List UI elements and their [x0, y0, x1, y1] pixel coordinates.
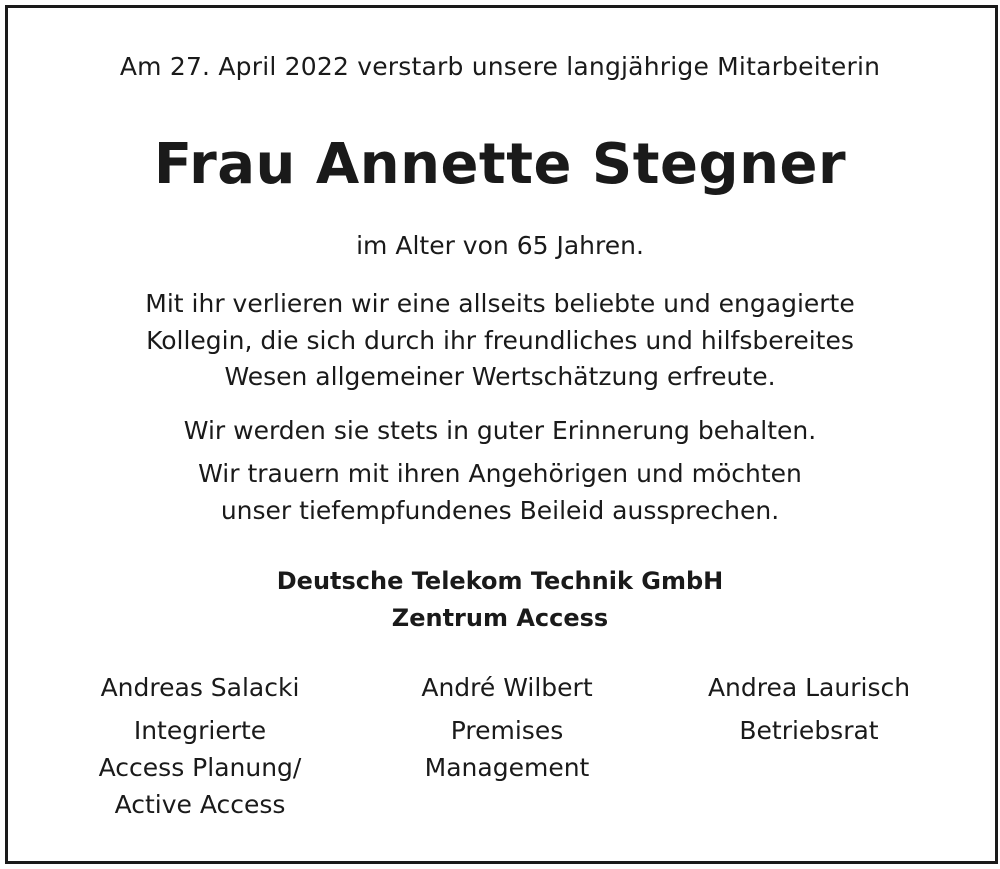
remembrance-paragraph: [0, 413, 1000, 450]
deceased-name: Frau Annette Stegner: [153, 132, 847, 197]
signatory-name: Andrea Laurisch: [707, 673, 911, 702]
condolence-line: Wir trauern mit ihren Angehörigen und möchten: [198, 459, 802, 488]
remembrance-line: Wir werden sie stets in guter Erinnerung behalten.: [183, 416, 817, 445]
signatory-name: Andreas Salacki: [100, 673, 300, 702]
signatory-role-line: Active Access: [114, 790, 286, 819]
company-unit: Zentrum Access: [391, 604, 609, 632]
company-name: Deutsche Telekom Technik GmbH: [276, 567, 724, 595]
tribute-line: Mit ihr verlieren wir eine allseits beliebte und engagierte: [145, 289, 855, 318]
company-block: [0, 563, 1000, 637]
condolence-paragraph: [0, 456, 1000, 529]
intro-text: Am 27. April 2022 verstarb unsere langjährige Mitarbeiterin: [119, 52, 881, 81]
signatory: [669, 669, 949, 749]
age-text: im Alter von 65 Jahren.: [356, 231, 644, 260]
signatory-role-line: Access Planung/: [98, 753, 302, 782]
signatory-role-line: Management: [424, 753, 590, 782]
tribute-line: Kollegin, die sich durch ihr freundliches und hilfsbereites: [146, 325, 854, 355]
signatory: [367, 669, 647, 786]
tribute-paragraph: [0, 286, 1000, 396]
signatory-role-line: Premises: [450, 716, 564, 745]
signatory-role-line: Integrierte: [133, 716, 267, 745]
signatory-name: André Wilbert: [421, 673, 593, 702]
signatory-role-line: Betriebsrat: [739, 716, 879, 745]
signatory: [60, 669, 340, 823]
tribute-line: Wesen allgemeiner Wertschätzung erfreute.: [224, 362, 776, 391]
condolence-line: unser tiefempfundenes Beileid aussprechen.: [220, 495, 780, 525]
